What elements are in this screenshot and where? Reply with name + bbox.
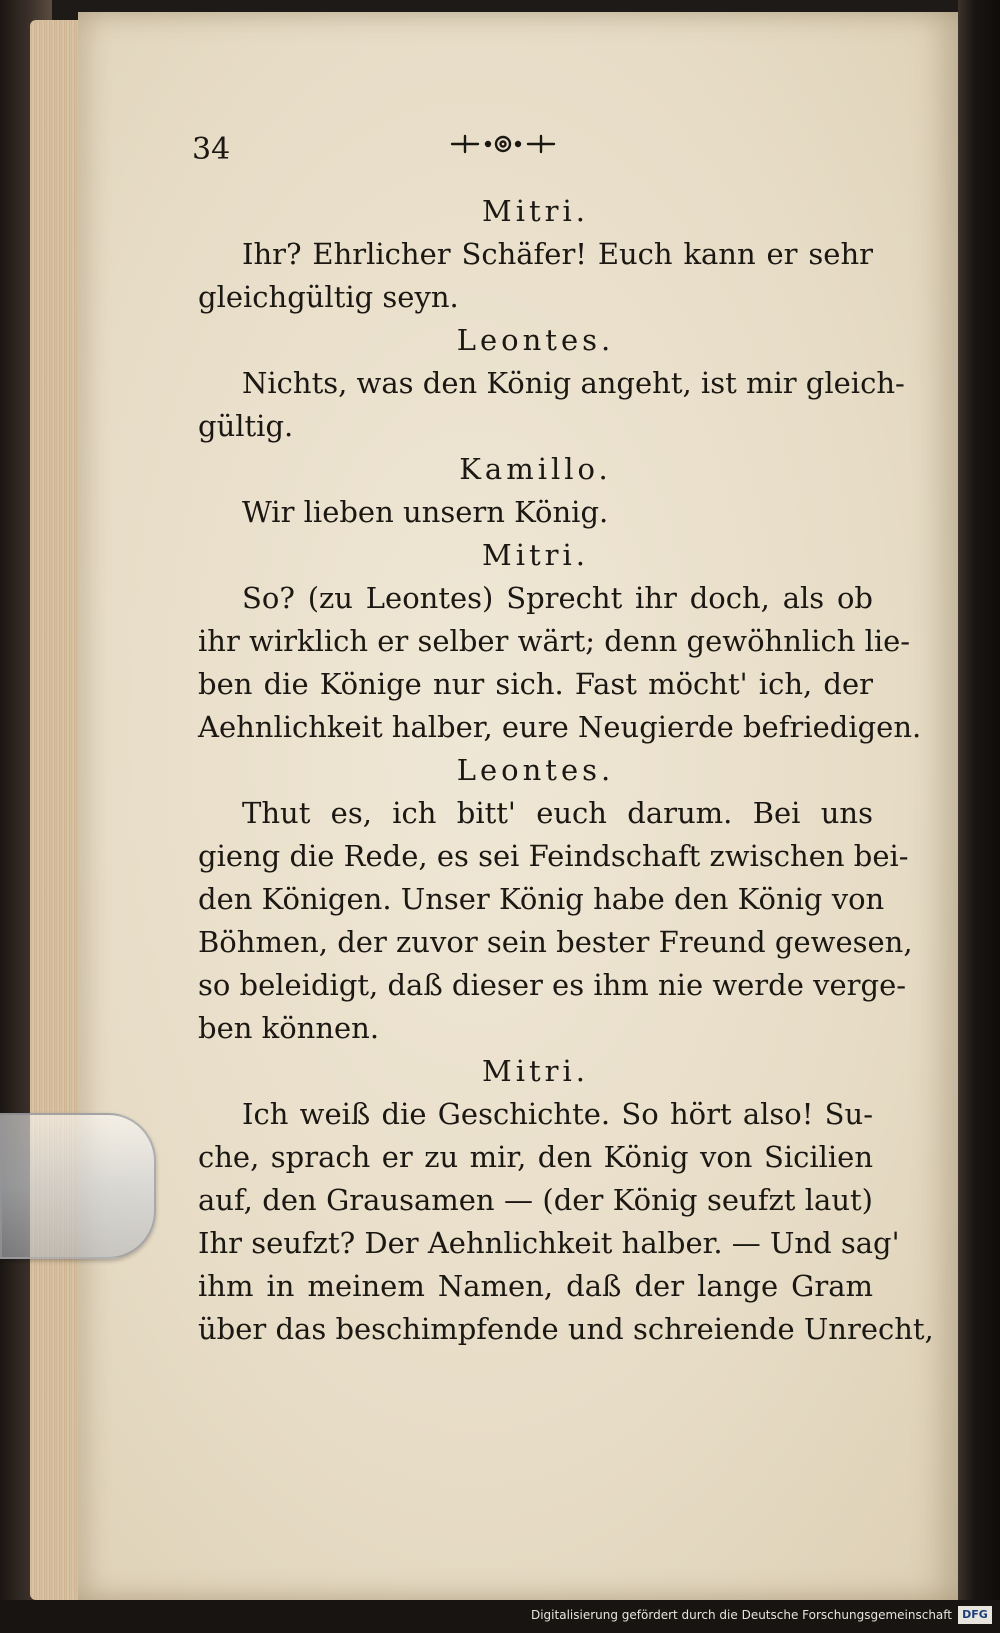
page-header <box>192 130 873 190</box>
text-line: Aehnlichkeit halber, eure Neugierde befriedigen. <box>198 710 922 744</box>
dialogue-lines <box>198 190 934 1351</box>
page-number: 34 <box>192 132 231 167</box>
speaker-name: Leontes. <box>456 753 615 787</box>
text-line: Nichts, was den König angeht, ist mir gleich- <box>242 366 905 400</box>
text-line: gültig. <box>198 409 294 443</box>
text-line: den Königen. Unser König habe den König von <box>198 882 885 916</box>
text-line: Ihr seufzt? Der Aehnlichkeit halber. — Und sag' <box>198 1226 900 1260</box>
text-line: Wir lieben unsern König. <box>242 495 609 529</box>
text-line: Ich weiß die Geschichte. So hört also! Su- <box>242 1097 873 1131</box>
footer-credit: Digitalisierung gefördert durch die Deutsche Forschungsgemeinschaft <box>530 1608 952 1622</box>
page-text <box>192 130 934 1351</box>
speaker-name: Mitri. <box>482 194 589 228</box>
text-line: ben die Könige nur sich. Fast möcht' ich, der <box>198 667 873 701</box>
text-line: über das beschimpfende und schreiende Unrecht, <box>198 1312 934 1346</box>
page-clip <box>0 1113 156 1259</box>
text-line: Thut es, ich bitt' euch darum. Bei uns <box>242 796 873 830</box>
text-line: gieng die Rede, es sei Feindschaft zwischen bei- <box>198 839 909 873</box>
ornament-icon <box>448 130 558 158</box>
text-line: So? (zu Leontes) Sprecht ihr doch, als ob <box>242 581 873 615</box>
text-line: ihr wirklich er selber wärt; denn gewöhnlich lie- <box>198 624 911 658</box>
speaker-name: Mitri. <box>482 538 589 572</box>
text-line: Böhmen, der zuvor sein bester Freund gewesen, <box>198 925 913 959</box>
text-line: ben können. <box>198 1011 380 1045</box>
text-line: Ihr? Ehrlicher Schäfer! Euch kann er sehr <box>242 237 873 271</box>
facing-page-edge <box>958 0 1000 1633</box>
text-line: ihm in meinem Namen, daß der lange Gram <box>198 1269 873 1303</box>
speaker-name: Kamillo. <box>459 452 612 486</box>
speaker-name: Mitri. <box>482 1054 589 1088</box>
text-line: so beleidigt, daß dieser es ihm nie werde verge- <box>198 968 907 1002</box>
text-line: che, sprach er zu mir, den König von Sicilien <box>198 1140 873 1174</box>
text-line: gleichgültig seyn. <box>198 280 459 314</box>
dfg-logo: DFG <box>958 1606 992 1624</box>
speaker-name: Leontes. <box>456 323 615 357</box>
text-line: auf, den Grausamen — (der König seufzt laut) <box>198 1183 873 1217</box>
